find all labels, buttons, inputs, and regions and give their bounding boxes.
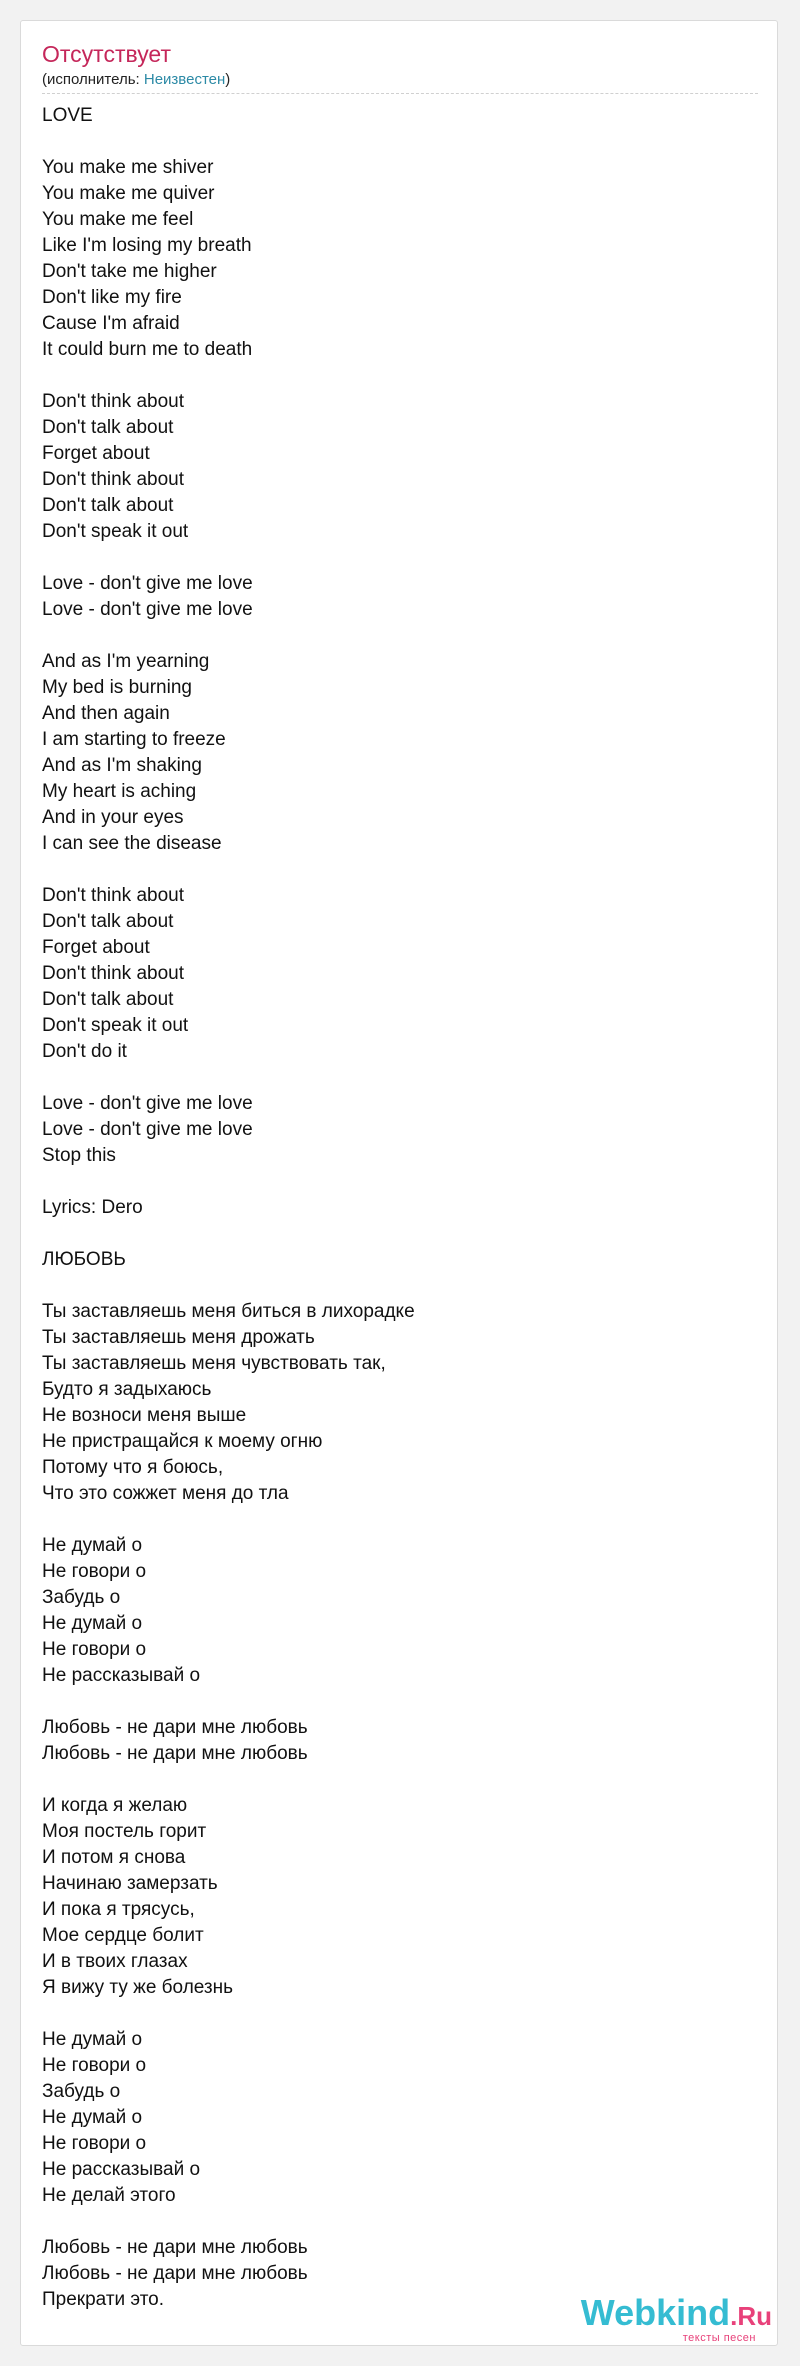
lyrics-line: My bed is burning [42,677,192,698]
lyrics-line: LOVE [42,105,93,126]
lyrics-line: Любовь - не дари мне любовь [42,2237,308,2258]
lyrics-line: Не думай о [42,2029,143,2050]
title-divider [42,93,758,94]
lyrics-line: Lyrics: Dero [42,1197,143,1218]
lyrics-blank-line [42,1767,742,1793]
lyrics-line: Don't take me higher [42,261,217,282]
lyrics-line: Don't talk about [42,911,174,932]
brand-logo[interactable] [581,2294,772,2344]
lyrics-line: I am starting to freeze [42,729,226,750]
performer-line [42,71,230,89]
lyrics-line: Не думай о [42,2107,143,2128]
lyrics-line: Don't do it [42,1041,127,1062]
lyrics-line: You make me feel [42,209,194,230]
lyrics-line: Забудь о [42,2081,121,2102]
song-title: Отсутствует [42,41,171,67]
lyrics-line: Не думай о [42,1535,143,1556]
lyrics-line: And as I'm shaking [42,755,202,776]
lyrics-line: Будто я задыхаюсь [42,1379,212,1400]
lyrics-line: Прекрати это. [42,2289,165,2310]
lyrics-line: You make me shiver [42,157,214,178]
lyrics-body [42,103,742,2313]
lyrics-line: Ты заставляешь меня дрожать [42,1327,315,1348]
lyrics-line: Don't talk about [42,495,174,516]
lyrics-line: Don't speak it out [42,1015,189,1036]
lyrics-blank-line [42,857,742,883]
lyrics-line: Любовь - не дари мне любовь [42,1717,308,1738]
lyrics-line: Не рассказывай о [42,2159,201,2180]
lyrics-line: And in your eyes [42,807,184,828]
lyrics-line: Stop this [42,1145,116,1166]
lyrics-blank-line [42,1689,742,1715]
lyrics-line: And as I'm yearning [42,651,210,672]
lyrics-line: Не говори о [42,1561,147,1582]
lyrics-line: Don't think about [42,963,184,984]
lyrics-line: Не думай о [42,1613,143,1634]
lyrics-line: Не делай этого [42,2185,176,2206]
lyrics-line: И когда я желаю [42,1795,188,1816]
lyrics-line: My heart is aching [42,781,197,802]
lyrics-line: Don't speak it out [42,521,189,542]
lyrics-line: Не говори о [42,2133,147,2154]
brand-name: Webkind [580,2292,731,2333]
performer-link[interactable]: Неизвестен [143,71,226,88]
performer-suffix: ) [225,71,231,88]
lyrics-blank-line [42,129,742,155]
lyrics-line: Don't think about [42,469,184,490]
lyrics-line: Forget about [42,937,150,958]
lyrics-line: Cause I'm afraid [42,313,180,334]
lyrics-line: Forget about [42,443,150,464]
lyrics-line: Love - don't give me love [42,1093,253,1114]
lyrics-blank-line [42,1273,742,1299]
lyrics-blank-line [42,1221,742,1247]
lyrics-line: Don't think about [42,391,184,412]
lyrics-blank-line [42,2001,742,2027]
lyrics-line: И пока я трясусь, [42,1899,195,1920]
lyrics-line: You make me quiver [42,183,215,204]
lyrics-line: Начинаю замерзать [42,1873,218,1894]
lyrics-line: Like I'm losing my breath [42,235,252,256]
lyrics-line: Ты заставляешь меня чувствовать так, [42,1353,386,1374]
lyrics-line: И потом я снова [42,1847,186,1868]
brand-tld: .Ru [730,2301,772,2331]
lyrics-blank-line [42,1507,742,1533]
brand-tagline: тексты песен [682,2332,756,2344]
lyrics-line: Я вижу ту же болезнь [42,1977,234,1998]
lyrics-line: Don't think about [42,885,184,906]
lyrics-line: Любовь - не дари мне любовь [42,2263,308,2284]
lyrics-line: ЛЮБОВЬ [42,1249,126,1270]
lyrics-line: And then again [42,703,170,724]
lyrics-line: Не говори о [42,2055,147,2076]
lyrics-line: Не пристращайся к моему огню [42,1431,323,1452]
lyrics-blank-line [42,1169,742,1195]
lyrics-line: Любовь - не дари мне любовь [42,1743,308,1764]
lyrics-line: Love - don't give me love [42,573,253,594]
lyrics-line: Моя постель горит [42,1821,207,1842]
lyrics-line: Мое сердце болит [42,1925,204,1946]
lyrics-line: Don't talk about [42,989,174,1010]
lyrics-blank-line [42,623,742,649]
lyrics-line: I can see the disease [42,833,222,854]
lyrics-blank-line [42,545,742,571]
performer-prefix: (исполнитель: [42,71,144,88]
lyrics-line: Ты заставляешь меня биться в лихорадке [42,1301,415,1322]
lyrics-blank-line [42,2209,742,2235]
lyrics-line: Не возноси меня выше [42,1405,247,1426]
lyrics-blank-line [42,1065,742,1091]
lyrics-line: Love - don't give me love [42,1119,253,1140]
lyrics-line: Не говори о [42,1639,147,1660]
lyrics-line: Потому что я боюсь, [42,1457,224,1478]
lyrics-line: Забудь о [42,1587,121,1608]
lyrics-line: It could burn me to death [42,339,253,360]
lyrics-blank-line [42,363,742,389]
lyrics-line: Love - don't give me love [42,599,253,620]
lyrics-line: Don't like my fire [42,287,182,308]
lyrics-line: И в твоих глазах [42,1951,188,1972]
lyrics-line: Что это сожжет меня до тла [42,1483,289,1504]
lyrics-line: Не рассказывай о [42,1665,201,1686]
lyrics-line: Don't talk about [42,417,174,438]
